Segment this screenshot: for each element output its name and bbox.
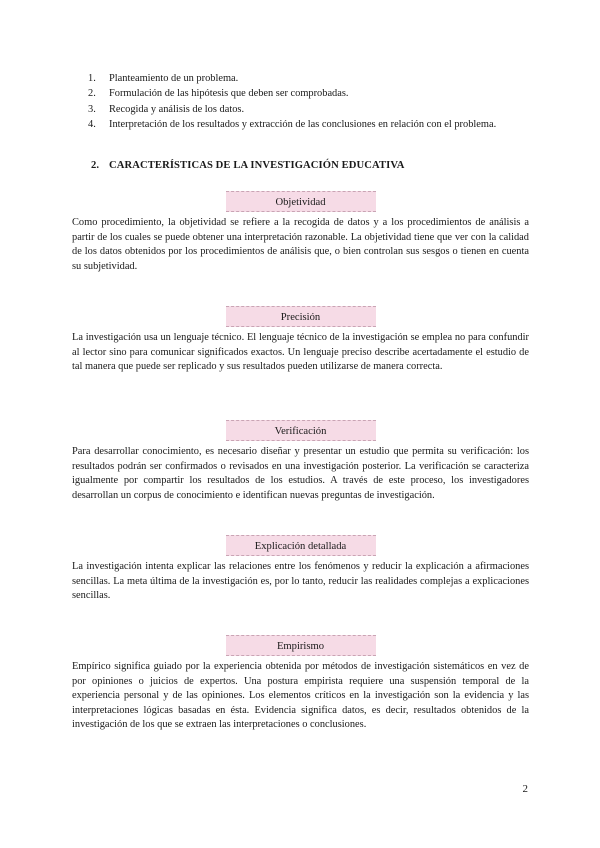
research-steps-list: [88, 71, 538, 132]
list-item: [88, 102, 538, 117]
characteristic-text: Como procedimiento, la objetividad se refiere a la recogida de datos y a los procedimientos de análisis a partir de los cuales se puede obtener una interpretación razonable. La objetividad tiene que ver con la calidad de los datos obtenidos por los procedimientos de análisis que, o bien controlan sus sesgos o tienen en cuenta su subjetividad.: [72, 217, 529, 272]
characteristic-label: Explicación detallada: [226, 535, 376, 556]
characteristic-label: Empirismo: [226, 635, 376, 656]
characteristic-label: Verificación: [226, 420, 376, 441]
page-number: 2: [522, 783, 528, 795]
characteristic-text: Para desarrollar conocimiento, es necesario diseñar y presentar un estudio que permita su verificación: los resultados podrán ser confirmados o revisados en una investigación posterior. La verificación se caracteriza igualmente por compartir los resultados de los estudios. A través de este proceso, los investigadores desarrollan un corpus de conocimiento e identifican nuevas preguntas de investigación.: [72, 446, 529, 501]
characteristic-text: La investigación intenta explicar las relaciones entre los fenómenos y reducir la explicación a afirmaciones sencillas. La meta última de la investigación es, por lo tanto, reducir las realidades complejas a explicaciones sencillas.: [72, 561, 529, 602]
characteristic-label: Precisión: [226, 306, 376, 327]
list-item-text: Planteamiento de un problema.: [109, 73, 239, 84]
list-item-number: 1.: [88, 73, 96, 84]
list-item: [88, 86, 538, 101]
list-item: [88, 117, 538, 132]
list-item-number: 4.: [88, 118, 96, 130]
characteristic-empirismo: [72, 635, 529, 733]
list-item-number: 2.: [88, 88, 96, 100]
characteristic-text: Empírico significa guiado por la experiencia obtenida por métodos de investigación sistemáticos en vez de por opiniones o juicios de expertos. Una postura empirista requiere una suspensión temporal de la experiencia personal y de las opiniones. Los elementos críticos en la investigación son la evidencia y las interpretaciones lógicas basadas en ésta. Evidencia significa datos, es decir, resultados obtenidos de la investigación de los que se extraen las interpretaciones o conclusiones.: [72, 661, 529, 731]
characteristic-verificacion: [72, 420, 529, 503]
list-item-text: Recogida y análisis de los datos.: [109, 103, 245, 115]
section-title: CARACTERÍSTICAS DE LA INVESTIGACIÓN EDUCATIVA: [109, 160, 405, 171]
characteristic-precision: [72, 306, 529, 375]
list-item-number: 3.: [88, 103, 96, 115]
list-item: [88, 71, 538, 86]
section-number: 2.: [91, 160, 100, 171]
list-item-text: Formulación de las hipótesis que deben ser comprobadas.: [109, 88, 349, 100]
characteristic-text: La investigación usa un lenguaje técnico. El lenguaje técnico de la investigación se emplea no para confundir al lector sino para comunicar significados exactos. Un lenguaje preciso describe acertadamente el estudio de tal manera que puede ser replicado y sus resultados pueden utilizarse de manera correcta.: [72, 332, 529, 373]
characteristic-label: Objetividad: [226, 191, 376, 212]
section-heading: [91, 159, 405, 174]
list-item-text: Interpretación de los resultados y extracción de las conclusiones en relación con el problema.: [109, 118, 497, 130]
characteristic-objetividad: [72, 191, 529, 274]
characteristic-explicacion-detallada: [72, 535, 529, 604]
